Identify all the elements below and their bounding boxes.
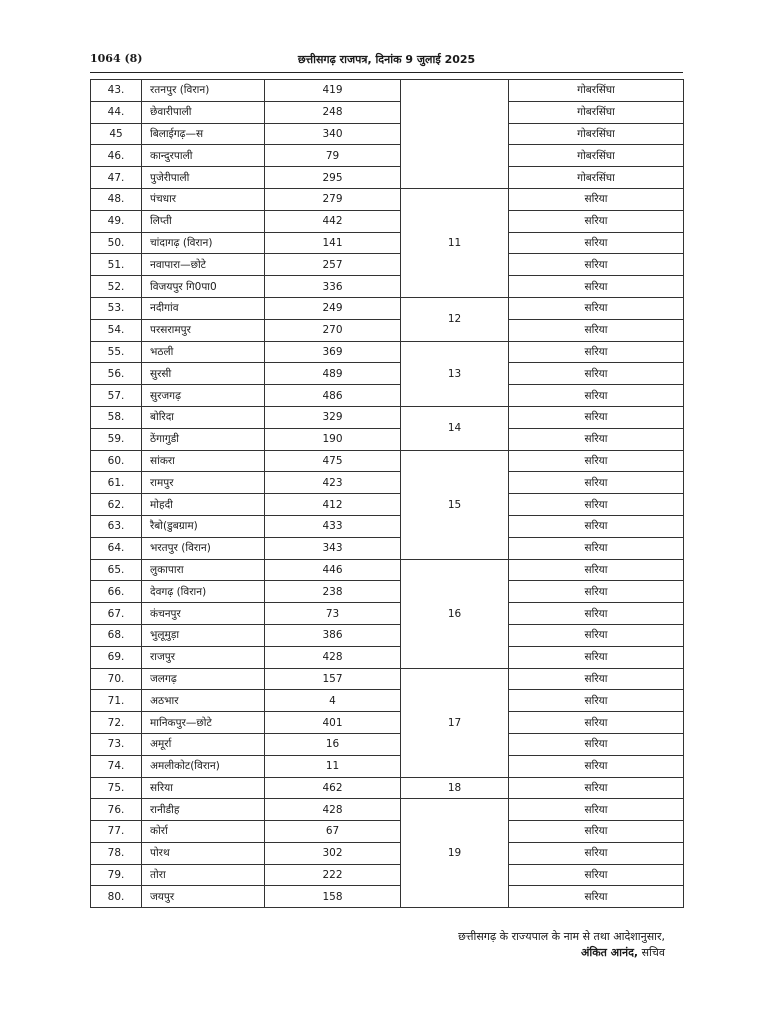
location-name: गोबरसिंघा <box>509 101 684 123</box>
village-value: 462 <box>265 777 401 799</box>
village-value: 428 <box>265 799 401 821</box>
village-name: भुलूमुड़ा <box>142 624 265 646</box>
village-name: कंचनपुर <box>142 603 265 625</box>
table-row <box>91 101 684 123</box>
serial-number: 78. <box>91 842 142 864</box>
serial-number: 56. <box>91 363 142 385</box>
village-name: पुजेरीपाली <box>142 167 265 189</box>
village-value: 486 <box>265 385 401 407</box>
village-value: 336 <box>265 276 401 298</box>
serial-number: 63. <box>91 515 142 537</box>
table-row <box>91 210 684 232</box>
serial-number: 60. <box>91 450 142 472</box>
location-name: सरिया <box>509 559 684 581</box>
location-name: सरिया <box>509 188 684 210</box>
table-row <box>91 864 684 886</box>
village-value: 446 <box>265 559 401 581</box>
group-number: 11 <box>401 188 509 297</box>
signatory-name: अंकित आनंद, <box>580 946 639 959</box>
serial-number: 68. <box>91 624 142 646</box>
village-name: बोरिदा <box>142 406 265 428</box>
village-value: 4 <box>265 690 401 712</box>
village-value: 158 <box>265 886 401 908</box>
location-name: सरिया <box>509 494 684 516</box>
village-name: नदीगांव <box>142 297 265 319</box>
serial-number: 72. <box>91 712 142 734</box>
table-row <box>91 821 684 843</box>
village-name: राजपुर <box>142 646 265 668</box>
village-value: 16 <box>265 733 401 755</box>
village-name: पंचधार <box>142 188 265 210</box>
serial-number: 59. <box>91 428 142 450</box>
location-name: सरिया <box>509 232 684 254</box>
serial-number: 51. <box>91 254 142 276</box>
village-name: लिप्ती <box>142 210 265 232</box>
table-row <box>91 341 684 363</box>
village-value: 428 <box>265 646 401 668</box>
serial-number: 70. <box>91 668 142 690</box>
village-name: विजयपुर गि0पा0 <box>142 276 265 298</box>
village-name: मानिकपुर—छोटे <box>142 712 265 734</box>
header-rule <box>90 72 683 73</box>
gazette-title: छत्तीसगढ़ राजपत्र, दिनांक 9 जुलाई 2025 <box>297 53 476 66</box>
location-name: सरिया <box>509 537 684 559</box>
serial-number: 66. <box>91 581 142 603</box>
village-name: रामपुर <box>142 472 265 494</box>
village-value: 295 <box>265 167 401 189</box>
village-name: कोर्रा <box>142 821 265 843</box>
table-row <box>91 319 684 341</box>
serial-number: 79. <box>91 864 142 886</box>
table-row <box>91 799 684 821</box>
page-number: 1064 (8) <box>90 52 143 65</box>
serial-number: 73. <box>91 733 142 755</box>
village-value: 79 <box>265 145 401 167</box>
table-row <box>91 80 684 102</box>
serial-number: 43. <box>91 80 142 102</box>
table-row <box>91 515 684 537</box>
serial-number: 54. <box>91 319 142 341</box>
location-name: सरिया <box>509 515 684 537</box>
village-name: बिलाईगढ़—स <box>142 123 265 145</box>
location-name: सरिया <box>509 690 684 712</box>
village-name: मोहदी <box>142 494 265 516</box>
village-name: सरिया <box>142 777 265 799</box>
location-name: सरिया <box>509 428 684 450</box>
village-name: सांकरा <box>142 450 265 472</box>
table-row <box>91 559 684 581</box>
village-value: 141 <box>265 232 401 254</box>
table-row <box>91 232 684 254</box>
village-name: कान्दुरपाली <box>142 145 265 167</box>
location-name: सरिया <box>509 297 684 319</box>
serial-number: 46. <box>91 145 142 167</box>
table-row <box>91 690 684 712</box>
location-name: सरिया <box>509 777 684 799</box>
signatory-designation: सचिव <box>638 946 665 959</box>
group-number <box>401 80 509 189</box>
location-name: सरिया <box>509 254 684 276</box>
serial-number: 77. <box>91 821 142 843</box>
table-row <box>91 537 684 559</box>
location-name: गोबरसिंघा <box>509 145 684 167</box>
location-name: सरिया <box>509 799 684 821</box>
table-row <box>91 581 684 603</box>
village-value: 270 <box>265 319 401 341</box>
village-table-body <box>91 80 684 908</box>
village-name: अठभार <box>142 690 265 712</box>
table-row <box>91 428 684 450</box>
table-row <box>91 646 684 668</box>
village-table <box>90 79 684 908</box>
location-name: सरिया <box>509 821 684 843</box>
serial-number: 71. <box>91 690 142 712</box>
village-name: पोरथ <box>142 842 265 864</box>
village-value: 11 <box>265 755 401 777</box>
village-value: 157 <box>265 668 401 690</box>
table-row <box>91 755 684 777</box>
table-row <box>91 123 684 145</box>
village-value: 248 <box>265 101 401 123</box>
table-row <box>91 668 684 690</box>
location-name: सरिया <box>509 385 684 407</box>
table-row <box>91 777 684 799</box>
group-number: 12 <box>401 297 509 341</box>
location-name: सरिया <box>509 363 684 385</box>
village-value: 419 <box>265 80 401 102</box>
village-value: 249 <box>265 297 401 319</box>
serial-number: 53. <box>91 297 142 319</box>
village-name: देवगढ़ (विरान) <box>142 581 265 603</box>
serial-number: 69. <box>91 646 142 668</box>
group-number: 18 <box>401 777 509 799</box>
table-row <box>91 276 684 298</box>
table-row <box>91 733 684 755</box>
village-name: भठली <box>142 341 265 363</box>
village-name: अमूर्रा <box>142 733 265 755</box>
village-value: 433 <box>265 515 401 537</box>
village-name: ठेंगागुडी <box>142 428 265 450</box>
table-row <box>91 254 684 276</box>
group-number: 19 <box>401 799 509 908</box>
table-row <box>91 842 684 864</box>
group-number: 16 <box>401 559 509 668</box>
village-value: 386 <box>265 624 401 646</box>
group-number: 15 <box>401 450 509 559</box>
village-value: 489 <box>265 363 401 385</box>
village-value: 343 <box>265 537 401 559</box>
group-number: 14 <box>401 406 509 450</box>
serial-number: 58. <box>91 406 142 428</box>
table-row <box>91 624 684 646</box>
village-value: 73 <box>265 603 401 625</box>
serial-number: 48. <box>91 188 142 210</box>
table-row <box>91 385 684 407</box>
location-name: सरिया <box>509 712 684 734</box>
group-number: 13 <box>401 341 509 406</box>
serial-number: 80. <box>91 886 142 908</box>
table-row <box>91 188 684 210</box>
village-value: 340 <box>265 123 401 145</box>
village-name: रानीडीह <box>142 799 265 821</box>
page-header <box>90 52 683 70</box>
serial-number: 50. <box>91 232 142 254</box>
location-name: सरिया <box>509 864 684 886</box>
location-name: सरिया <box>509 733 684 755</box>
serial-number: 55. <box>91 341 142 363</box>
location-name: सरिया <box>509 755 684 777</box>
table-row <box>91 167 684 189</box>
location-name: गोबरसिंघा <box>509 167 684 189</box>
village-value: 401 <box>265 712 401 734</box>
location-name: सरिया <box>509 319 684 341</box>
serial-number: 57. <box>91 385 142 407</box>
serial-number: 65. <box>91 559 142 581</box>
village-value: 329 <box>265 406 401 428</box>
table-row <box>91 494 684 516</box>
location-name: सरिया <box>509 842 684 864</box>
location-name: सरिया <box>509 210 684 232</box>
serial-number: 74. <box>91 755 142 777</box>
authority-line: छत्तीसगढ़ के राज्यपाल के नाम से तथा आदेशानुसार, <box>458 930 665 943</box>
signature-line <box>581 945 665 960</box>
location-name: सरिया <box>509 624 684 646</box>
serial-number: 76. <box>91 799 142 821</box>
village-name: रैबो(डुबग्राम) <box>142 515 265 537</box>
village-name: नवापारा—छोटे <box>142 254 265 276</box>
location-name: सरिया <box>509 646 684 668</box>
village-name: सुरजगढ़ <box>142 385 265 407</box>
village-value: 222 <box>265 864 401 886</box>
location-name: सरिया <box>509 341 684 363</box>
serial-number: 52. <box>91 276 142 298</box>
village-name: जलगढ़ <box>142 668 265 690</box>
table-row <box>91 406 684 428</box>
location-name: सरिया <box>509 668 684 690</box>
location-name: गोबरसिंघा <box>509 123 684 145</box>
table-row <box>91 450 684 472</box>
village-value: 442 <box>265 210 401 232</box>
village-name: जयपुर <box>142 886 265 908</box>
village-name: छेवारीपाली <box>142 101 265 123</box>
location-name: गोबरसिंघा <box>509 80 684 102</box>
table-row <box>91 472 684 494</box>
table-row <box>91 145 684 167</box>
village-value: 423 <box>265 472 401 494</box>
location-name: सरिया <box>509 406 684 428</box>
village-value: 279 <box>265 188 401 210</box>
village-value: 190 <box>265 428 401 450</box>
serial-number: 47. <box>91 167 142 189</box>
village-value: 369 <box>265 341 401 363</box>
location-name: सरिया <box>509 603 684 625</box>
village-value: 238 <box>265 581 401 603</box>
serial-number: 67. <box>91 603 142 625</box>
table-row <box>91 603 684 625</box>
serial-number: 44. <box>91 101 142 123</box>
village-name: सुरसी <box>142 363 265 385</box>
table-row <box>91 712 684 734</box>
group-number: 17 <box>401 668 509 777</box>
village-value: 475 <box>265 450 401 472</box>
serial-number: 49. <box>91 210 142 232</box>
village-name: परसरामपुर <box>142 319 265 341</box>
village-value: 302 <box>265 842 401 864</box>
location-name: सरिया <box>509 581 684 603</box>
serial-number: 75. <box>91 777 142 799</box>
table-row <box>91 363 684 385</box>
village-value: 257 <box>265 254 401 276</box>
location-name: सरिया <box>509 886 684 908</box>
village-name: लुकापारा <box>142 559 265 581</box>
village-name: तोरा <box>142 864 265 886</box>
village-value: 67 <box>265 821 401 843</box>
village-name: अमलीकोट(विरान) <box>142 755 265 777</box>
serial-number: 64. <box>91 537 142 559</box>
village-value: 412 <box>265 494 401 516</box>
table-row <box>91 297 684 319</box>
location-name: सरिया <box>509 472 684 494</box>
serial-number: 62. <box>91 494 142 516</box>
serial-number: 61. <box>91 472 142 494</box>
location-name: सरिया <box>509 276 684 298</box>
village-name: भरतपुर (विरान) <box>142 537 265 559</box>
table-row <box>91 886 684 908</box>
serial-number: 45 <box>91 123 142 145</box>
location-name: सरिया <box>509 450 684 472</box>
village-name: चांदागढ़ (विरान) <box>142 232 265 254</box>
village-name: रतनपुर (विरान) <box>142 80 265 102</box>
